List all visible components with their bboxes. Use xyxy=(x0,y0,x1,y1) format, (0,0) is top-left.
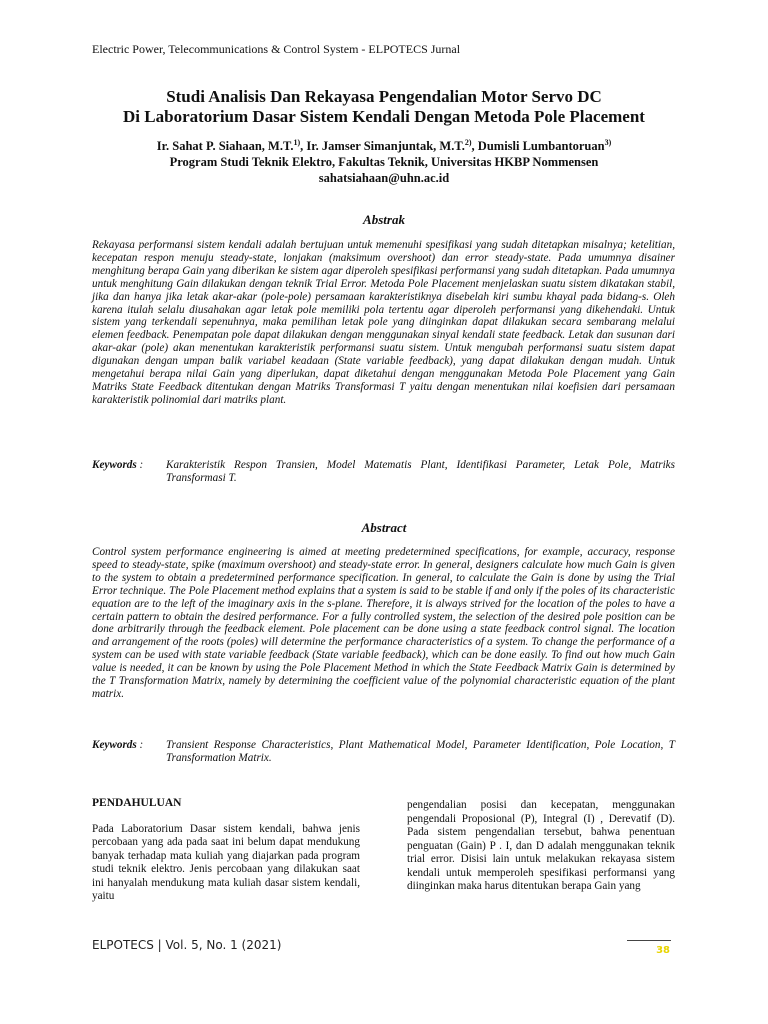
abstrak-keywords xyxy=(92,459,675,485)
abstract-keywords xyxy=(92,739,675,765)
intro-paragraph-right: pengendalian posisi dan kecepatan, menggunakan pengendali Proposional (P), Integral (I) , Derevatif (D). Pada sistem pengendalian tersebut, bahwa penentuan penguatan (Gain) P . I, dan D adalah menggunakan teknik trial error. Disisi lain untuk melakukan rekayasa sistem kendali untuk memperoleh spesifikasi performansi yang diinginkan maka harus ditentukan berapa Gain yang xyxy=(407,799,675,892)
author-separator: , xyxy=(471,139,478,153)
intro-paragraph-left: Pada Laboratorium Dasar sistem kendali, bahwa jenis percobaan yang ada pada saat ini belum dapat mendukung banyak terhadap mata kuliah yang diajarkan pada program studi teknik elektro. Jenis percobaan yang dilakukan saat ini hanyalah mendukung mata kuliah dasar sistem kendali, yaitu xyxy=(92,822,360,902)
paper-title xyxy=(0,87,768,127)
running-header: Electric Power, Telecommunications & Control System - ELPOTECS Jurnal xyxy=(92,42,461,56)
author-list xyxy=(0,138,768,154)
footer-journal: ELPOTECS | Vol. 5, No. 1 (2021) xyxy=(92,938,282,952)
author-3-mark: 3) xyxy=(604,137,612,147)
author-block xyxy=(0,138,768,186)
section-heading-pendahuluan: PENDAHULUAN xyxy=(92,797,182,809)
author-separator: , xyxy=(300,139,307,153)
abstract-text: Control system performance engineering is aimed at meeting predetermined specifications, for example, accuracy, response speed to steady-state, spike (maximum overshoot) and steady-state error. In general, designers calculate how much Gain is given to the system to obtain a predetermined performance specification. In general, to calculate the Gain is done by using the Trial Error technique. The Pole Placement method explains that a system is said to be stable if and only if the poles of its characteristic equation are to the left of the imaginary axis in the s-plane. Therefore, it is always strived for the location of the poles to have a certain pattern to obtain the desired performance. For a fully controlled system, the selection of the desired pole position can be done arbitrarily through the feedback element. Pole placement can be done using a state feedback control signal. The location and arrangement of the roots (poles) will determine the performance characteristics of a system. To change the performance of a system can be used with state variable feedback (State variable feedback), which can be done easily. To find out how much Gain value is needed, it can be known by using the Pole Placement Method in which the State Feedback Matrix Gain is determined by the T Transformation Matrix, namely by determining the coefficient value of the polynomial characteristic equation of the plant matrix. xyxy=(92,546,675,700)
keywords-label: Keywords : xyxy=(92,739,144,751)
right-column xyxy=(407,799,675,894)
affiliation: Program Studi Teknik Elektro, Fakultas Teknik, Universitas HKBP Nommensen xyxy=(169,155,599,169)
keywords-text: Transient Response Characteristics, Plant Mathematical Model, Parameter Identification, Pole Location, T Transformation Matrix. xyxy=(166,739,675,764)
abstrak-text: Rekayasa performansi sistem kendali adalah bertujuan untuk memenuhi spesifikasi yang sudah ditetapkan misalnya; ketelitian, kecepatan respon menuju steady-state, lonjakan (maksimum overshoot) dan error steady-state. Pada umumnya disainer menghitung berapa Gain yang diberikan ke sistem agar diperoleh spesifikasi performansi yang sudah ditetapkan. Pada umumnya untuk menghitung Gain dilakukan dengan teknik Trial Error. Metoda Pole Placement menjelaskan suatu sistem dikatakan stabil, jika dan hanya jika letak akar-akar (pole-pole) persamaan karakteristiknya disebelah kiri sumbu khayal pada bidang-s. Oleh karena itulah selalu diusahakan agar letak pole memiliki pola tertentu agar diperoleh performansi yang dikehendaki. Untuk sistem yang terkendali sepenuhnya, maka pemilihan letak pole yang diinginkan dapat dilakukan secara sembarang melalui elemen feedback. Penempatan pole dapat dilakukan dengan menggunakan sinyal kendali state feedback. Letak dan susunan dari akar-akar (pole) akan menentukan karakteristik performansi suatu sistem. Untuk mengubah performansi suatu sistem dapat digunakan dengan umpan balik variabel keadaan (State variable feedback), yang dapat dilakukan dengan mudah. Untuk mengetahui berapa nilai Gain yang diperlukan, dapat diketahui dengan menggunakan Metoda Pole Placement yang Gain Matriks State Feedback ditentukan dengan Matriks Transformasi T yaitu dengan menentukan nilai koefisien dari persamaan karakteristik polinomial dari matriks plant. xyxy=(92,239,675,406)
keywords-text: Karakteristik Respon Transien, Model Matematis Plant, Identifikasi Parameter, Letak Pole, Matriks Transformasi T. xyxy=(166,459,675,484)
page-number: 38 xyxy=(656,945,670,956)
author-3: Dumisli Lumbantoruan xyxy=(477,139,605,153)
author-2: Ir. Jamser Simanjuntak, M.T. xyxy=(306,139,465,153)
abstrak-heading: Abstrak xyxy=(363,212,405,227)
title-line-1: Studi Analisis Dan Rekayasa Pengendalian Motor Servo DC xyxy=(166,87,602,106)
author-email: sahatsiahaan@uhn.ac.id xyxy=(318,171,450,185)
author-2-mark: 2) xyxy=(464,137,472,147)
author-1: Ir. Sahat P. Siahaan, M.T. xyxy=(156,139,294,153)
title-line-2: Di Laboratorium Dasar Sistem Kendali Dengan Metoda Pole Placement xyxy=(123,107,645,126)
footer-rule xyxy=(627,940,671,941)
abstract-heading: Abstract xyxy=(361,520,407,535)
author-1-mark: 1) xyxy=(293,137,301,147)
keywords-label: Keywords : xyxy=(92,459,144,471)
left-column xyxy=(92,797,360,904)
